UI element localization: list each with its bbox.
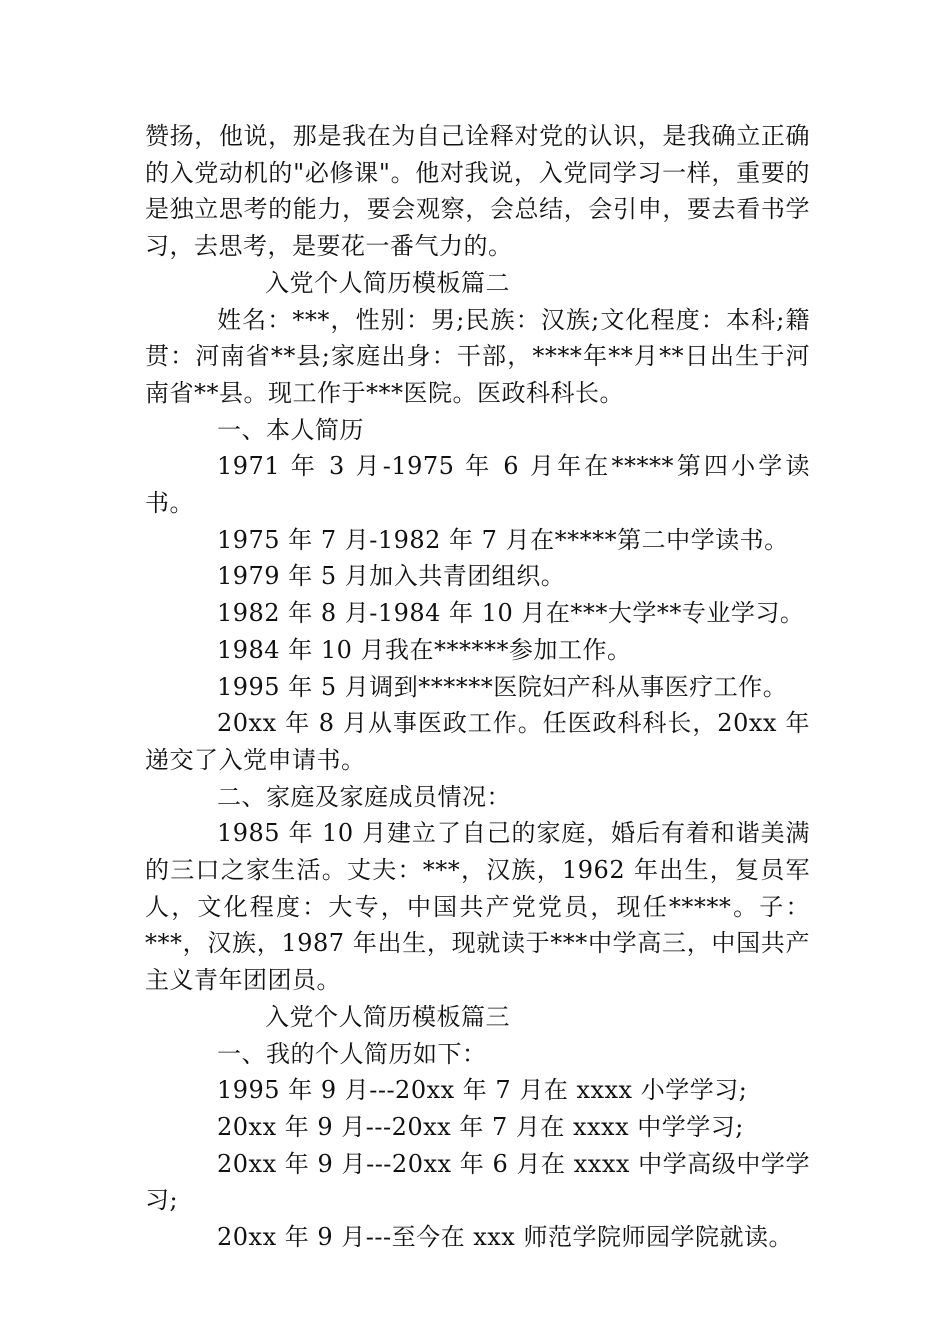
heading-my-resume: 一、我的个人简历如下： xyxy=(217,1039,487,1068)
resume-entry: 20xx 年 9 月---至今在 xxx 师范学院师园学院就读。 xyxy=(217,1223,793,1252)
heading-resume: 一、本人简历 xyxy=(217,415,364,444)
paragraph-personal-info: 姓名：***，性别：男;民族：汉族;文化程度：本科;籍贯：河南省**县;家庭出身：干部，****年**月**日出生于河南省**县。现工作于***医院。医政科科长。 xyxy=(145,305,810,407)
resume-entry: 20xx 年 8 月从事医政工作。任医政科科长，20xx 年递交了入党申请书。 xyxy=(145,709,810,774)
paragraph-continuation: 赞扬，他说，那是我在为自己诠释对党的认识，是我确立正确的入党动机的"必修课"。他对我说，入党同学习一样，重要的是独立思考的能力，要会观察，会总结，会引申，要去看书学习，去思考，是要花一番气力的。 xyxy=(145,122,810,261)
section-title-3: 入党个人简历模板篇三 xyxy=(265,1002,510,1031)
section-title-2: 入党个人简历模板篇二 xyxy=(265,268,510,297)
resume-entry: 20xx 年 9 月---20xx 年 6 月在 xxxx 中学高级中学学习; xyxy=(145,1149,810,1215)
resume-entry: 1982 年 8 月-1984 年 10 月在***大学**专业学习。 xyxy=(217,599,805,628)
resume-entry: 1995 年 5 月调到******医院妇产科从事医疗工作。 xyxy=(217,672,788,701)
heading-family: 二、家庭及家庭成员情况： xyxy=(217,782,511,811)
resume-entry: 1975 年 7 月-1982 年 7 月在*****第二中学读书。 xyxy=(217,525,789,554)
paragraph-family: 1985 年 10 月建立了自己的家庭，婚后有着和谐美满的三口之家生活。丈夫：***，汉族，1962 年出生，复员军人，文化程度：大专，中国共产党党员，现任*****。子：***，汉族，1987 年出生，现就读于***中学高三，中国共产主义青年团团员。 xyxy=(145,819,810,995)
resume-entry: 20xx 年 9 月---20xx 年 7 月在 xxxx 中学学习; xyxy=(217,1112,744,1141)
resume-entry: 1995 年 9 月---20xx 年 7 月在 xxxx 小学学习; xyxy=(217,1076,748,1105)
document-body xyxy=(145,118,810,1256)
resume-entry: 1979 年 5 月加入共青团组织。 xyxy=(217,562,566,591)
resume-entry: 1971 年 3 月-1975 年 6 月年在*****第四小学读书。 xyxy=(145,452,810,518)
resume-entry: 1984 年 10 月我在******参加工作。 xyxy=(217,635,632,664)
